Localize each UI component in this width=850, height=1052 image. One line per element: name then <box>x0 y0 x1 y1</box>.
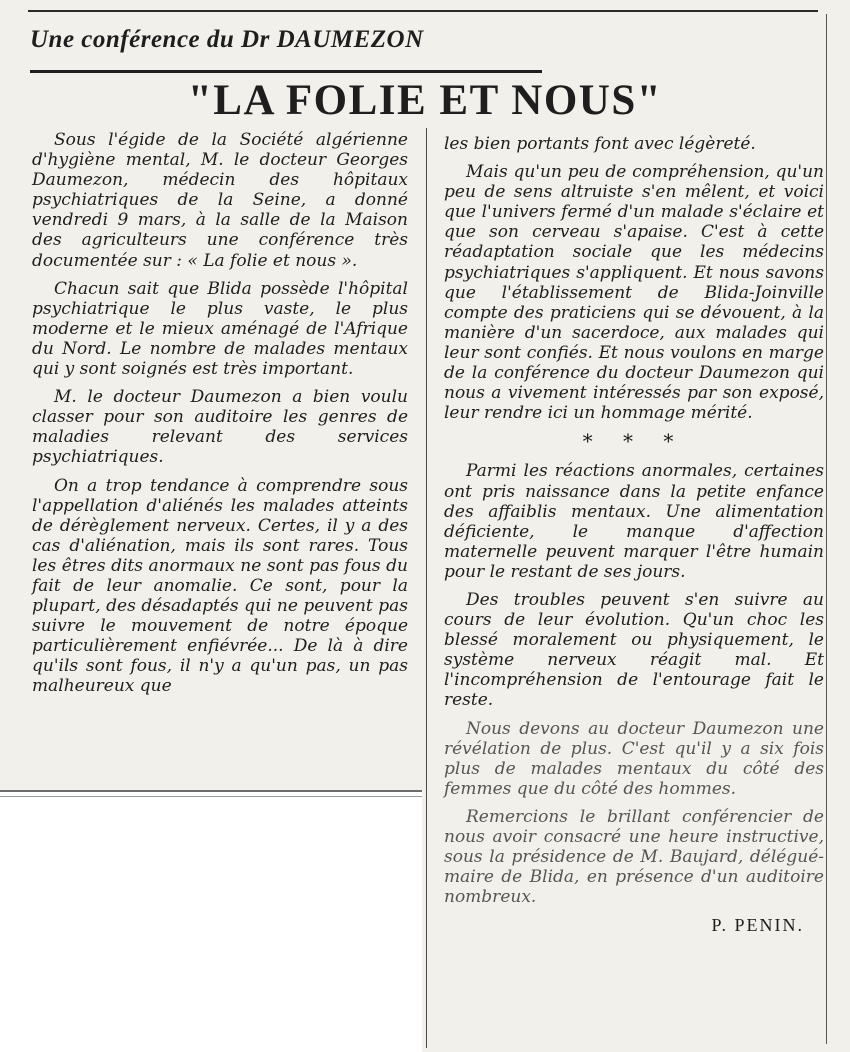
paragraph: Remercions le brillant conférencier de nous avoir consacré une heure instructive, sous la présidence de M. Baujard, délégué-maire de Blida, en présence d'un auditoire nombreux. <box>444 806 824 908</box>
right-edge-rule <box>826 14 827 1044</box>
section-separator: * * * <box>582 429 686 454</box>
left-column <box>32 130 408 705</box>
paragraph: Parmi les réactions anormales, certaines ont pris naissance dans la petite enfance des affaiblis mentaux. Une alimentation déficiente, le manque d'affection maternelle peuvent marquer l'être humain pour le restant de ses jours. <box>444 461 824 582</box>
right-column <box>444 134 824 935</box>
paragraph: On a trop tendance à comprendre sous l'appellation d'aliénés les malades atteints de dérèglement nerveux. Certes, il y a des cas d'aliénation, mais ils sont rares. Tous les êtres dits anormaux ne sont pas fous du fait de leur anomalie. Ce sont, pour la plupart, des désadaptés qui ne peuvent pas suivre le mouvement de notre époque particulièrement enfiévrée... De là à dire qu'ils sont fous, il n'y a qu'un pas, un pas malheureux que <box>32 475 408 697</box>
paragraph: Des troubles peuvent s'en suivre au cours de leur évolution. Qu'un choc les blessé moralement ou physiquement, le système nerveux réagit mal. Et l'incompréhension de l'entourage fait le reste. <box>444 589 824 711</box>
paragraph-continuation: les bien portants font avec légèreté. <box>444 134 756 154</box>
paragraph: M. le docteur Daumezon a bien voulu classer pour son auditoire les genres de maladies relevant des services psychiatriques. <box>32 387 408 468</box>
article-kicker: Une conférence du Dr DAUMEZON <box>30 26 424 53</box>
column-divider <box>426 128 427 1048</box>
blank-paper-area <box>0 790 422 1052</box>
paragraph: Sous l'égide de la Société algérienne d'hygiène mental, M. le docteur Georges Daumezon, médecin des hôpitaux psychiatriques de la Seine, a donné vendredi 9 mars, à la salle de la Maison des agriculteurs une conférence très documentée sur : « La folie et nous ». <box>32 130 408 271</box>
clipping-edge-rule <box>0 790 422 792</box>
clipping-edge-rule-secondary <box>0 796 422 797</box>
paragraph: Mais qu'un peu de compréhension, qu'un peu de sens altruiste s'en mêlent, et voici que l'univers fermé d'un malade s'éclaire et que son cerveau s'apaise. C'est à cette réadaptation sociale que les médecins psychiatriques s'appliquent. Et nous savons que l'établissement de Blida-Joinville compte des praticiens qui se dévouent, à la manière d'un sacerdoce, aux malades qui leur sont confiés. Et nous voulons en marge de la conférence du docteur Daumezon qui nous a vivement intéressés par son exposé, leur rendre ici un hommage mérité. <box>444 162 824 424</box>
article-headline: "LA FOLIE ET NOUS" <box>187 77 663 124</box>
author-signature: P. PENIN. <box>711 915 804 936</box>
top-rule <box>28 10 818 12</box>
paragraph: Nous devons au docteur Daumezon une révélation de plus. C'est qu'il y a six fois plus de malades mentaux du côté des femmes que du côté des hommes. <box>444 718 824 799</box>
paragraph: Chacun sait que Blida possède l'hôpital psychiatrique le plus vaste, le plus moderne et le mieux aménagé de l'Afrique du Nord. Le nombre de malades mentaux qui y sont soignés est très important. <box>32 278 408 380</box>
kicker-underline <box>30 70 542 73</box>
